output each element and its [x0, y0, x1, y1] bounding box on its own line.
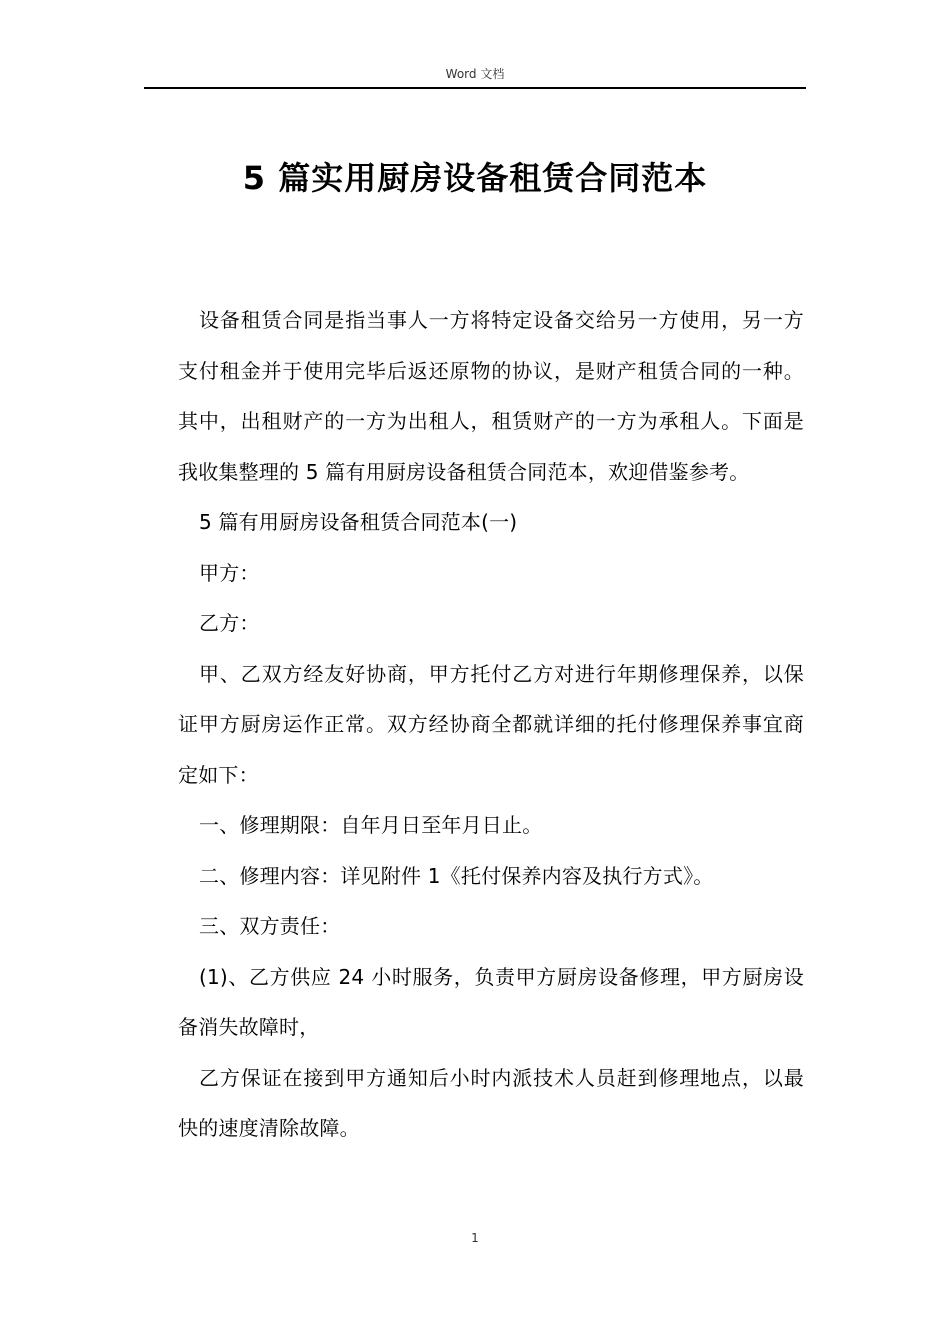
paragraph-agreement: 甲、乙双方经友好协商，甲方托付乙方对进行年期修理保养，以保证甲方厨房运作正常。双方经协商全都就详细的托付修理保养事宜商定如下：: [178, 661, 804, 787]
document-body: [178, 295, 804, 1154]
paragraph-clause-2: 二、修理内容：详见附件 1《托付保养内容及执行方式》。: [199, 863, 714, 888]
paragraph-clause-1: 一、修理期限：自年月日至年月日止。: [199, 813, 543, 837]
document-title: 5 篇实用厨房设备租赁合同范本: [242, 159, 708, 197]
paragraph-clause-3-1-cont: 乙方保证在接到甲方通知后小时内派技术人员赶到修理地点，以最快的速度清除故障。: [178, 1065, 804, 1140]
paragraph-party-b: 乙方：: [199, 611, 260, 635]
page-number: 1: [471, 1231, 479, 1245]
page-header-label: Word 文档: [445, 67, 505, 81]
paragraph-clause-3: 三、双方责任：: [199, 914, 341, 938]
paragraph-party-a: 甲方：: [199, 560, 260, 585]
header-divider: [144, 87, 806, 89]
paragraph-clause-3-1: (1)、乙方供应 24 小时服务，负责甲方厨房设备修理，甲方厨房设备消失故障时，: [178, 964, 804, 1039]
paragraph-intro: 设备租赁合同是指当事人一方将特定设备交给另一方使用，另一方支付租金并于使用完毕后返还原物的协议，是财产租赁合同的一种。其中，出租财产的一方为出租人，租赁财产的一方为承租人。下面是我收集整理的 5 篇有用厨房设备租赁合同范本，欢迎借鉴参考。: [178, 308, 804, 484]
paragraph-contract-heading: 5 篇有用厨房设备租赁合同范本(一): [199, 510, 518, 534]
